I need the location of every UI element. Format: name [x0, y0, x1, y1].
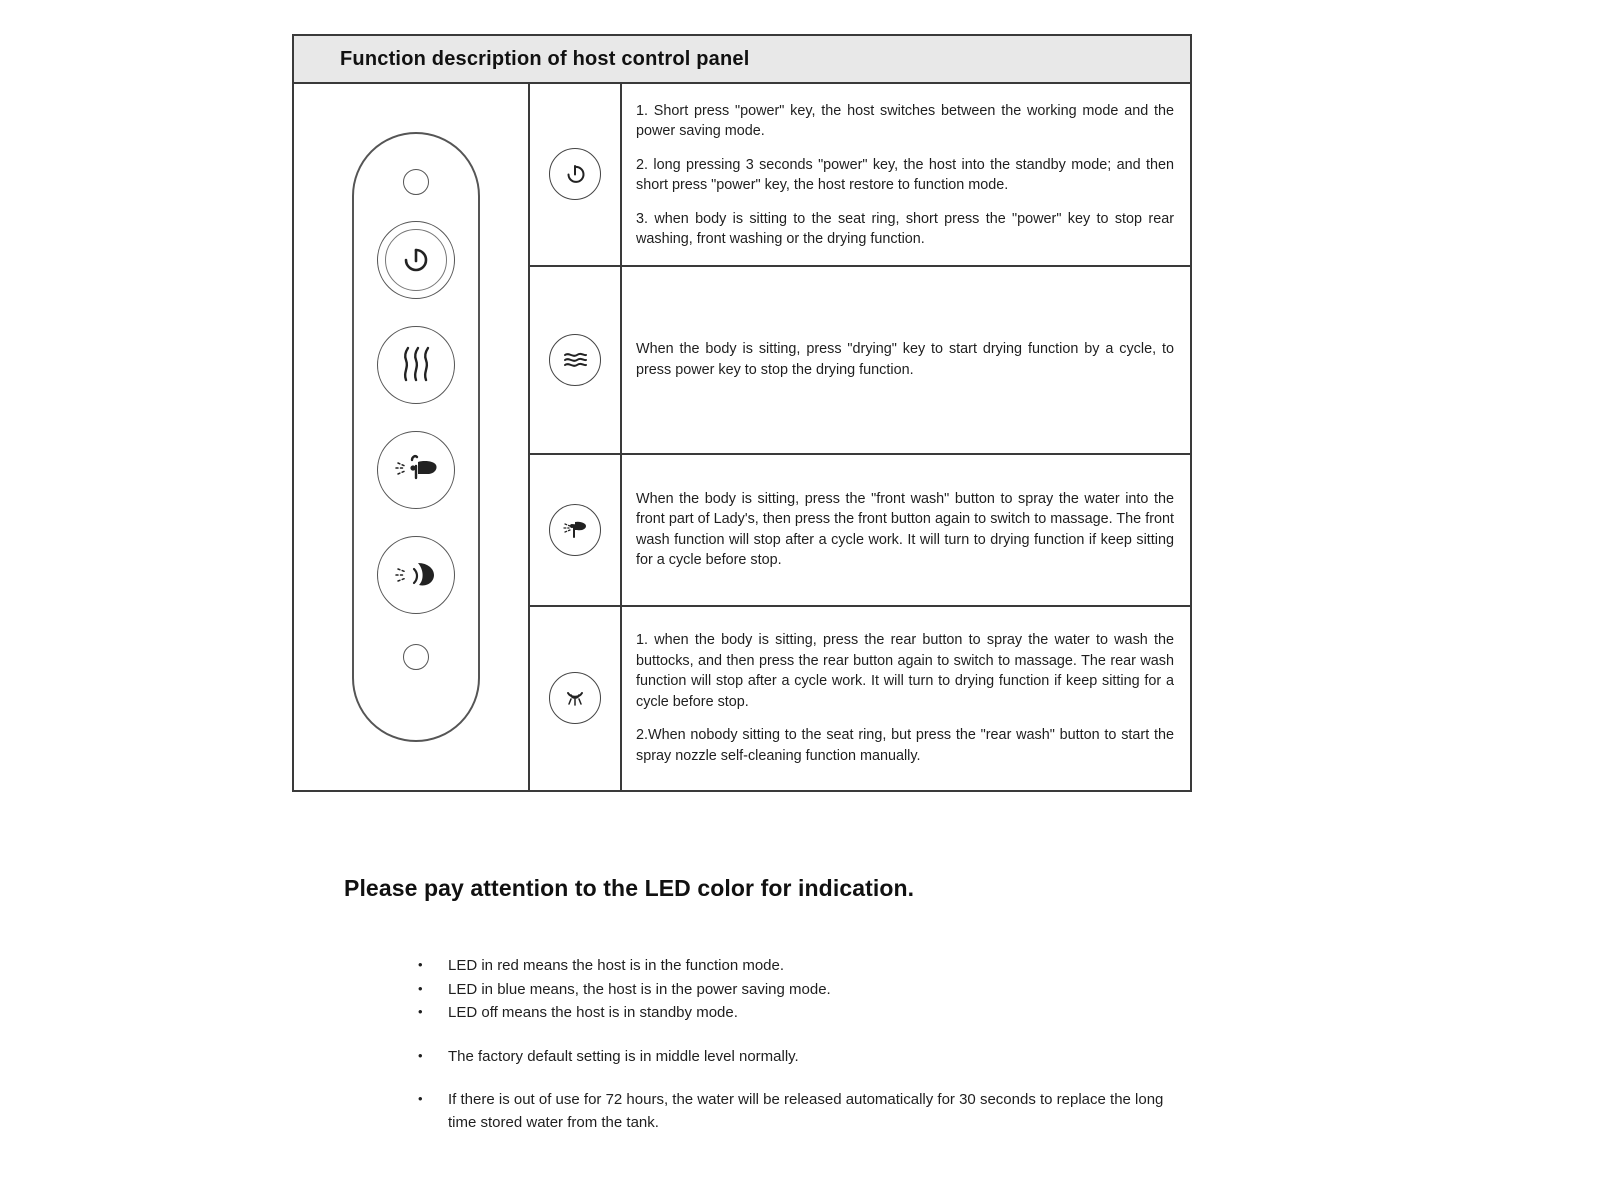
rear-wash-icon-badge	[549, 672, 601, 724]
note-text: LED in blue means, the host is in the power saving mode.	[448, 980, 831, 998]
remote-illustration-cell	[294, 84, 530, 790]
rear-wash-paragraph-2: 2.When nobody sitting to the seat ring, but press the "rear wash" button to start the spray nozzle self-cleaning function manually.	[636, 727, 1174, 764]
drying-paragraph-1: When the body is sitting, press "drying" key to start drying function by a cycle, to press power key to stop the drying function.	[636, 341, 1174, 378]
drying-icon	[392, 342, 440, 388]
rear-wash-paragraph-1: 1. when the body is sitting, press the rear button to spray the water to wash the buttocks, and then press the rear button again to switch to massage. The rear wash function will stop after a cycle work. It will turn to drying function if keep sitting for a cycle before stop.	[636, 632, 1174, 710]
front-wash-icon	[388, 448, 444, 492]
rear-wash-icon	[388, 553, 444, 597]
power-icon	[560, 159, 590, 189]
led-indicator-top	[403, 169, 429, 195]
table-row	[530, 84, 1190, 267]
power-paragraph-2: 2. long pressing 3 seconds "power" key, the host into the standby mode; and then short press "power" key, the host restore to function mode.	[636, 156, 1174, 194]
front-wash-icon	[558, 515, 592, 545]
table-row	[530, 607, 1190, 790]
list-item	[410, 955, 1170, 978]
list-item	[410, 1046, 1170, 1069]
note-text: LED in red means the host is in the function mode.	[448, 957, 785, 974]
list-item	[410, 979, 1170, 1002]
front-wash-button-face	[377, 431, 455, 509]
front-wash-paragraph-1: When the body is sitting, press the "front wash" button to spray the water into the front part of Lady's, then press the front button again to switch to massage. The front wash function will stop after a cycle work. It will turn to drying function if keep sitting for a cycle before stop.	[636, 490, 1174, 569]
description-rows	[530, 84, 1190, 790]
power-button-face	[377, 221, 455, 299]
spacer	[410, 1069, 1170, 1089]
table-row	[530, 455, 1190, 607]
power-paragraph-1: 1. Short press "power" key, the host switches between the working mode and the power saving mode.	[636, 103, 1174, 140]
power-paragraph-3: 3. when body is sitting to the seat ring, short press the "power" key to stop rear washing, front washing or the drying function.	[636, 210, 1174, 248]
power-icon-badge	[549, 148, 601, 200]
control-panel-illustration	[352, 132, 480, 742]
bullet-icon: •	[418, 1091, 423, 1106]
front-wash-icon-badge	[549, 504, 601, 556]
rear-wash-button-face	[377, 536, 455, 614]
led-section-heading: Please pay attention to the LED color for indication.	[344, 875, 915, 901]
row-icon-cell-power	[530, 84, 622, 265]
power-button[interactable]	[377, 221, 455, 299]
bullet-icon: •	[418, 980, 423, 996]
rear-wash-button[interactable]	[377, 536, 455, 614]
table-row	[530, 267, 1190, 455]
led-dot-icon	[403, 644, 429, 670]
drying-button-face	[377, 326, 455, 404]
drying-button[interactable]	[377, 326, 455, 404]
row-icon-cell-front-wash	[530, 455, 622, 605]
list-item	[410, 1002, 1170, 1025]
note-text: The factory default setting is in middle level normally.	[448, 1047, 799, 1065]
host-control-panel-table	[292, 34, 1192, 792]
led-indicator-bottom	[403, 644, 429, 670]
power-inner-ring-icon	[385, 229, 447, 291]
note-text: LED off means the host is in standby mode.	[448, 1004, 738, 1021]
list-item	[410, 1089, 1170, 1134]
row-text-power	[622, 84, 1190, 265]
rear-wash-icon	[558, 683, 592, 713]
table-title: Function description of host control panel	[340, 47, 750, 70]
spacer	[410, 1026, 1170, 1046]
table-body	[294, 84, 1190, 790]
front-wash-button[interactable]	[377, 431, 455, 509]
row-text-rear-wash	[622, 607, 1190, 790]
table-header	[294, 36, 1190, 84]
led-notes-list	[410, 955, 1170, 1135]
row-text-front-wash	[622, 455, 1190, 605]
drying-icon	[559, 346, 591, 374]
bullet-icon: •	[418, 1047, 423, 1063]
note-text: If there is out of use for 72 hours, the water will be released automatically for 30 seconds to replace the long time stored water from the tank.	[448, 1091, 1164, 1131]
led-dot-icon	[403, 169, 429, 195]
bullet-icon: •	[418, 1004, 423, 1019]
row-icon-cell-drying	[530, 267, 622, 453]
row-icon-cell-rear-wash	[530, 607, 622, 790]
drying-icon-badge	[549, 334, 601, 386]
bullet-icon: •	[418, 957, 423, 972]
row-text-drying	[622, 267, 1190, 453]
